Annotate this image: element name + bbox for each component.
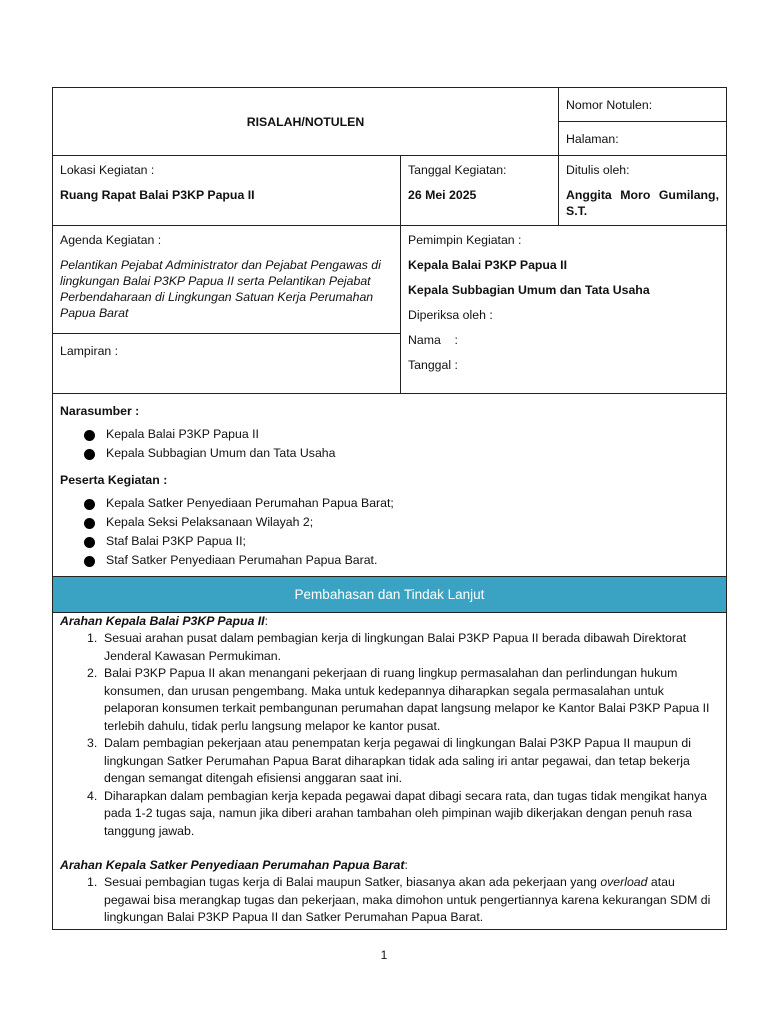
narasumber-list (60, 425, 719, 463)
diperiksa-label: Diperiksa oleh : (408, 308, 493, 322)
list-item: 3. Dalam pembagian pekerjaan atau penempatan kerja pegawai di lingkungan Balai P3KP Papua II maupun di lingkungan Satker Perumahan Papua Barat diharapkan tidak ada saling iri antar pegawai, dan tetap bekerja dengan semangat ditengah efisiensi anggaran saat ini. (87, 736, 692, 785)
list-item: Kepala Satker Penyediaan Perumahan Papua Barat; (60, 494, 719, 513)
notulen-document (52, 87, 726, 930)
narasumber-label: Narasumber : (60, 404, 140, 418)
bullet-icon (84, 499, 95, 510)
nomor-notulen-label: Nomor Notulen: (559, 88, 727, 122)
lampiran-label: Lampiran : (60, 344, 119, 358)
halaman-label: Halaman: (559, 122, 727, 156)
lokasi-label: Lokasi Kegiatan : (60, 163, 155, 177)
peserta-label: Peserta Kegiatan : (60, 473, 168, 487)
bullet-icon (84, 537, 95, 548)
ditulis-cell (559, 156, 727, 226)
pemimpin-cell (401, 226, 727, 394)
lokasi-value: Ruang Rapat Balai P3KP Papua II (60, 188, 255, 202)
agenda-label: Agenda Kegiatan : (60, 233, 162, 247)
list-item: Kepala Subbagian Umum dan Tata Usaha (60, 444, 719, 463)
arahan-2-list (60, 874, 719, 927)
lampiran-cell (53, 334, 401, 394)
list-item: Kepala Balai P3KP Papua II (60, 425, 719, 444)
lokasi-cell (53, 156, 401, 226)
bullet-icon (84, 449, 95, 460)
bullet-icon (84, 518, 95, 529)
nama-label: Nama : (408, 333, 458, 347)
bullet-icon (84, 556, 95, 567)
peserta-list (60, 494, 719, 570)
agenda-text: Pelantikan Pejabat Administrator dan Pejabat Pengawas di lingkungan Balai P3KP Papua II serta Pelantikan Pejabat Perbendaharaan di Lingkungan Satuan Kerja Perumahan Papua Barat (60, 258, 381, 320)
tanggal-periksa-label: Tanggal : (408, 358, 458, 372)
tanggal-value: 26 Mei 2025 (408, 188, 477, 202)
pemimpin-line-2: Kepala Subbagian Umum dan Tata Usaha (408, 283, 650, 297)
pemimpin-label: Pemimpin Kegiatan : (408, 233, 522, 247)
arahan-1-list (60, 630, 719, 840)
bullet-icon (84, 430, 95, 441)
page-number: 1 (380, 948, 388, 962)
pemimpin-line-1: Kepala Balai P3KP Papua II (408, 258, 568, 272)
pembahasan-cell (53, 613, 727, 930)
ditulis-label: Ditulis oleh: (566, 163, 630, 177)
list-item: Staf Satker Penyediaan Perumahan Papua Barat. (60, 551, 719, 570)
tanggal-cell (401, 156, 559, 226)
arahan-2-heading: Arahan Kepala Satker Penyediaan Perumahan Papua Barat: (60, 858, 408, 872)
list-item: 1. Sesuai arahan pusat dalam pembagian kerja di lingkungan Balai P3KP Papua II berada dibawah Direktorat Jenderal Kawasan Permukiman. (87, 631, 687, 663)
list-item: Kepala Seksi Pelaksanaan Wilayah 2; (60, 513, 719, 532)
list-item: 2. Balai P3KP Papua II akan menangani pekerjaan di ruang lingkup permasalahan dan perlindungan hukum konsumen, dan urusan pengembang. Maka untuk kedepannya diharapkan segala permasalahan untuk pelaporan konsumen terkait pembangunan perumahan dapat langsung melapor ke Kantor Balai P3KP Papua II terlebih dahulu, tidak perlu langsung melapor ke kantor pusat. (87, 666, 710, 733)
arahan-1-heading: Arahan Kepala Balai P3KP Papua II: (60, 614, 268, 628)
participants-cell (53, 394, 727, 577)
document-title: RISALAH/NOTULEN (53, 88, 559, 156)
list-item: 4. Diharapkan dalam pembagian kerja kepada pegawai dapat dibagi secara rata, dan tugas tidak mengikat hanya pada 1-2 tugas saja, namun jika diberi arahan tambahan oleh pimpinan wajib dikerjakan dengan penuh rasa tanggung jawab. (87, 788, 707, 838)
list-item: 1. Sesuai pembagian tugas kerja di Balai maupun Satker, biasanya akan ada pekerjaan yang overload atau pegawai bisa merangkap tugas dan pekerjaan, maka dimohon untuk pengertiannya karena kekurangan SDM di lingkungan Balai P3KP Papua II dan Satker Perumahan Papua Barat. (87, 875, 711, 924)
agenda-cell (53, 226, 401, 334)
notulen-table (52, 87, 727, 930)
section-header: Pembahasan dan Tindak Lanjut (53, 577, 727, 613)
tanggal-label: Tanggal Kegiatan: (408, 163, 507, 177)
ditulis-value: Anggita Moro Gumilang, S.T. (566, 188, 719, 218)
list-item: Staf Balai P3KP Papua II; (60, 532, 719, 551)
